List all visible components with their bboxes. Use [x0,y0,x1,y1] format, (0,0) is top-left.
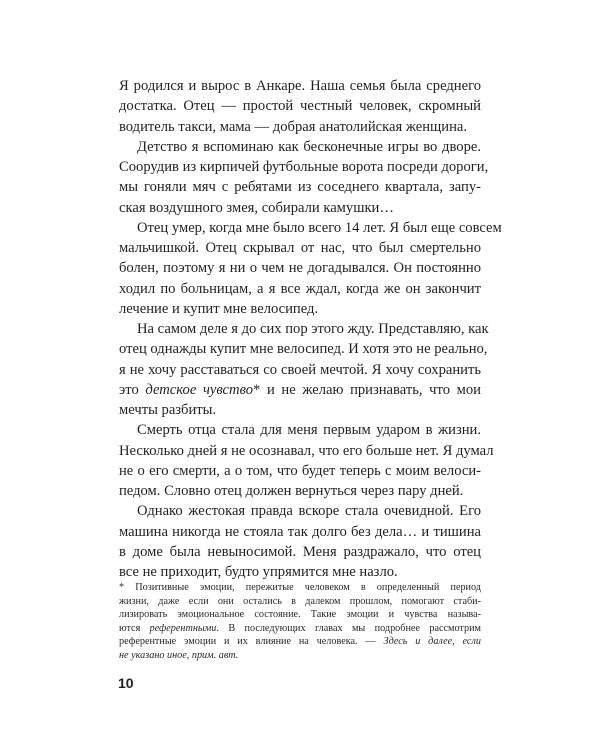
footnote-line: * Позитивные эмоции, пережитые человеком в определенный период [119,582,481,593]
text-line: достатка. Отец — простой честный человек, скромный [119,98,481,115]
text-line: лечение и купит мне велосипед. [119,300,319,317]
text-line: Отец умер, когда мне было всего 14 лет. Я был еще совсем [137,219,502,236]
main-text [119,76,502,582]
footnote-line-text: . В последующих главах мы подробнее рассмотрим [216,622,481,634]
footnote-line-text: референтные эмоции и их влияние на человека. — [119,636,384,648]
text-line: болен, поэтому я ни о чем не догадывался. Он постоянно [119,260,481,277]
text-line [119,380,481,400]
text-line: в доме была невыносимой. Меня раздражало, что отец [119,543,481,560]
text-line: мечты разбиты. [119,402,217,418]
text-line-italic: детское чувство [145,381,254,398]
text-line: Я родился и вырос в Анкаре. Наша семья была среднего [119,78,481,94]
footnote-line: лизировать эмоциональное состояние. Такие эмоции и чувства называ- [119,609,481,621]
text-line: все не приходит, будто упрямится мне назло. [119,564,398,580]
text-line: водитель такси, мама — добрая анатолийская женщина. [119,118,468,135]
page-number: 10 [118,675,134,691]
text-line: Детство я вспоминаю как бесконечные игры во дворе. [137,138,481,155]
text-line: машина никогда не стояла так долго без дела… и тишина [119,523,481,540]
footnote-line-italic: референтными [149,622,217,634]
footnote-line-italic: Здесь и далее, если [383,636,481,648]
text-line-text: * и не желаю признавать, что мои [253,381,481,398]
text-line: Однако жестокая правда вскоре стала очевидной. Его [137,503,481,520]
footnote-line-text: ются [119,622,150,634]
text-line: ходил по больницам, а я все ждал, когда же он закончит [119,280,481,297]
text-line: отец однажды купит мне велосипед. И хотя это не реально, [119,341,488,358]
text-line: мальчишкой. Отец скрывал от нас, что был смертельно [119,240,481,256]
footnote [119,581,481,663]
text-line: ская воздушного змея, собирали камушки… [119,199,394,216]
footnote-line-italic: не указано иное, прим. авт. [119,649,239,661]
text-line: На самом деле я до сих пор этого жду. Представляю, как [137,321,489,337]
text-line: Смерть отца стала для меня первым ударом в жизни. [137,422,481,439]
text-line: Несколько дней я не осознавал, что его больше нет. Я думал [119,442,494,459]
text-line: Соорудив из кирпичей футбольные ворота посреди дороги, [119,159,489,175]
text-line: я не хочу расставаться со своей мечтой. Я хочу сохранить [119,361,481,378]
footnote-line [119,622,481,636]
text-line: педом. Словно отец должен вернуться через пару дней. [119,483,464,499]
footnote-line [119,649,481,663]
footnote-line: жизни, даже если они остались в далеком прошлом, помогают стаби- [119,595,481,607]
text-line: мы гоняли мяч с ребятами из соседнего квартала, запу- [119,179,481,196]
footnote-line [119,635,481,649]
text-line: не о его смерти, а о том, что будет теперь с моим велоси- [119,462,481,479]
text-line-text: это [119,381,146,398]
